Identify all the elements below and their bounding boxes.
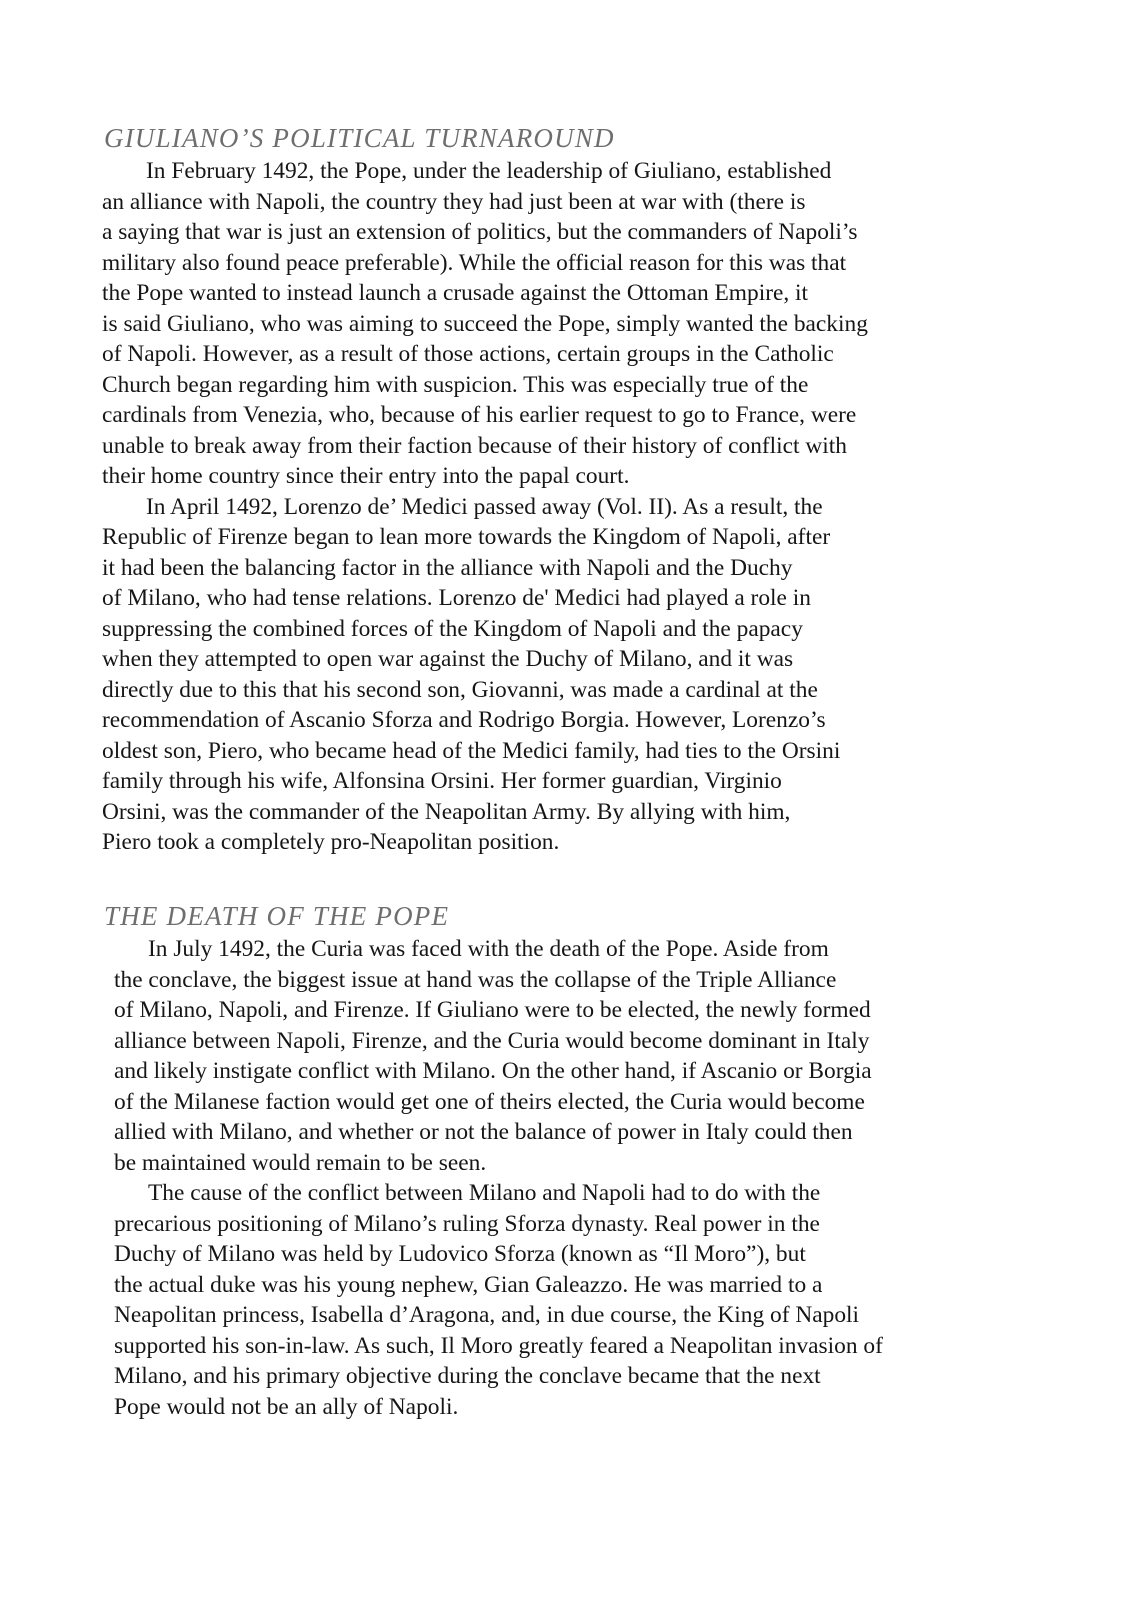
text-line: suppressing the combined forces of the Kingdom of Napoli and the papacy [102,615,803,642]
paragraph [104,1178,1125,1422]
text-line: allied with Milano, and whether or not the balance of power in Italy could then [114,1119,853,1145]
text-line: In July 1492, the Curia was faced with the death of the Pope. Aside from [148,936,829,962]
text-line: the conclave, the biggest issue at hand was the collapse of the Triple Alliance [114,966,837,993]
text-line: of the Milanese faction would get one of theirs elected, the Curia would become [114,1088,865,1115]
text-line: the actual duke was his young nephew, Gian Galeazzo. He was married to a [114,1271,823,1298]
text-line: an alliance with Napoli, the country they had just been at war with (there is [102,188,806,215]
text-line: Republic of Firenze began to lean more towards the Kingdom of Napoli, after [102,524,831,550]
text-line: In April 1492, Lorenzo de’ Medici passed away (Vol. II). As a result, the [146,493,823,520]
paragraph [102,492,1125,858]
text-line: alliance between Napoli, Firenze, and the Curia would become dominant in Italy [114,1027,870,1054]
text-line: precarious positioning of Milano’s ruling Sforza dynasty. Real power in the [114,1210,820,1237]
text-line: of Napoli. However, as a result of those actions, certain groups in the Catholic [102,341,834,367]
paragraph [102,156,1125,492]
text-line: when they attempted to open war against the Duchy of Milano, and it was [102,646,794,672]
text-line: supported his son-in-law. As such, Il Moro greatly feared a Neapolitan invasion of [114,1332,883,1359]
text-line: military also found peace preferable). While the official reason for this was that [102,249,847,276]
text-line: oldest son, Piero, who became head of the Medici family, had ties to the Orsini [102,737,841,764]
text-line: Orsini, was the commander of the Neapolitan Army. By allying with him, [102,798,791,825]
text-line: Duchy of Milano was held by Ludovico Sforza (known as “Il Moro”), but [114,1241,806,1267]
text-line: a saying that war is just an extension of politics, but the commanders of Napoli’s [102,219,858,245]
section-the-death-of-the-pope [104,900,1125,1422]
section-heading: THE DEATH OF THE POPE [104,901,450,931]
text-line: is said Giuliano, who was aiming to succeed the Pope, simply wanted the backing [102,310,868,337]
text-line: be maintained would remain to be seen. [114,1149,487,1176]
paragraph [104,934,1125,1178]
text-line: and likely instigate conflict with Milano. On the other hand, if Ascanio or Borgia [114,1058,872,1084]
text-line: In February 1492, the Pope, under the leadership of Giuliano, established [146,158,832,184]
text-line: cardinals from Venezia, who, because of his earlier request to go to France, were [102,402,857,428]
text-line: unable to break away from their faction because of their history of conflict with [102,432,847,459]
text-line: The cause of the conflict between Milano and Napoli had to do with the [148,1180,821,1206]
text-line: the Pope wanted to instead launch a crusade against the Ottoman Empire, it [102,280,809,306]
text-line: Neapolitan princess, Isabella d’Aragona, and, in due course, the King of Napoli [114,1302,860,1328]
text-line: recommendation of Ascanio Sforza and Rodrigo Borgia. However, Lorenzo’s [102,707,826,733]
text-line: Pope would not be an ally of Napoli. [114,1393,459,1420]
text-line: Piero took a completely pro-Neapolitan position. [102,829,560,855]
text-line: Church began regarding him with suspicion. This was especially true of the [102,371,809,398]
section-giulianos-political-turnaround [102,122,1125,858]
section-heading: GIULIANO’S POLITICAL TURNAROUND [104,123,615,153]
text-line: of Milano, who had tense relations. Lorenzo de' Medici had played a role in [102,585,811,611]
text-line: family through his wife, Alfonsina Orsini. Her former guardian, Virginio [102,768,782,794]
text-line: it had been the balancing factor in the alliance with Napoli and the Duchy [102,554,793,581]
text-line: of Milano, Napoli, and Firenze. If Giuliano were to be elected, the newly formed [114,997,871,1023]
text-line: their home country since their entry into the papal court. [102,463,630,489]
text-line: Milano, and his primary objective during the conclave became that the next [114,1363,821,1389]
text-line: directly due to this that his second son, Giovanni, was made a cardinal at the [102,676,818,703]
